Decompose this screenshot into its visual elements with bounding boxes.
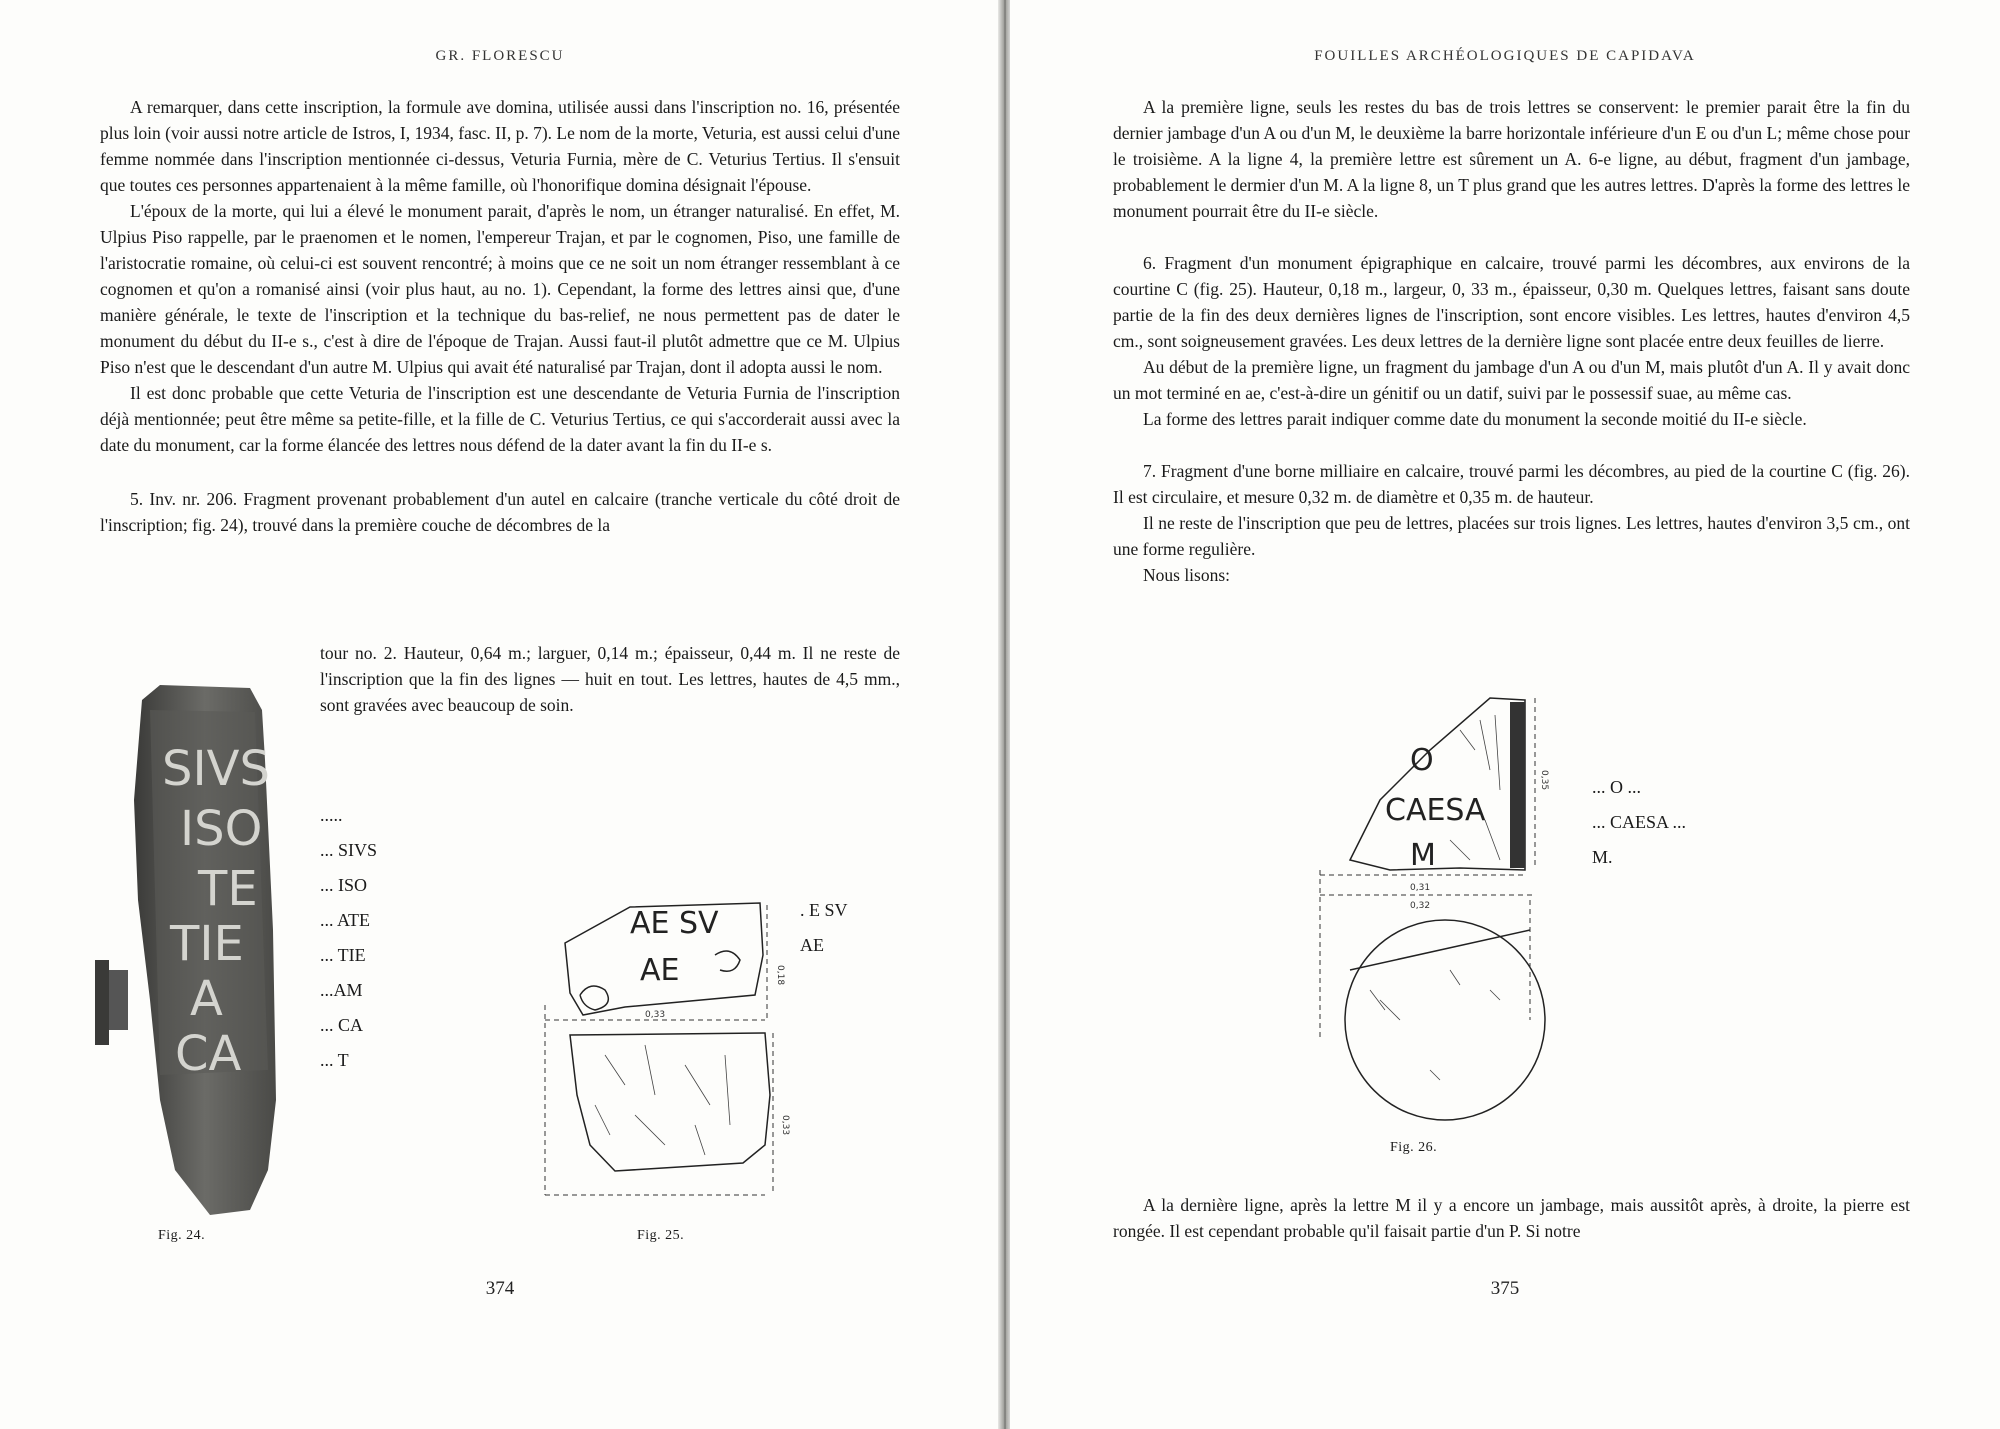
paragraph: Au début de la première ligne, un fragment du jambage d'un A ou d'un M, mais plutôt d'un A. Il y avait donc un mot terminé en ae, c'est-à-dire un génitif ou un datif, suivi par le possessif suae, au même cas. bbox=[1113, 357, 1910, 403]
drawn-letters: AE SV bbox=[630, 906, 719, 941]
right-page bbox=[1010, 0, 2000, 1429]
dimension-label: 0,35 bbox=[1539, 770, 1549, 791]
paragraph: tour no. 2. Hauteur, 0,64 m.; larguer, 0,14 m.; épaisseur, 0,44 m. Il ne reste de l'inscription que la fin des lignes — huit en tout. Les lettres, hautes de 4,5 mm., sont gravées avec beaucoup de soin. bbox=[320, 643, 900, 715]
fig25-drawing bbox=[535, 895, 795, 1215]
fig25-caption: Fig. 25. bbox=[637, 1228, 685, 1243]
dimension-label: 0,33 bbox=[780, 1115, 790, 1136]
paragraph: A remarquer, dans cette inscription, la formule ave domina, utilisée aussi dans l'inscription no. 16, présentée plus loin (voir aussi notre article de Istros, I, 1934, fasc. II, p. 7). Le nom de la morte, Veturia, est aussi celui d'une femme nommée dans l'inscription mentionnée ci-dessus, Veturia Furnia, mère de C. Veturius Tertius. Il s'ensuit que toutes ces personnes appartenaient à la même famille, où l'honorifique domina désignait l'épouse. bbox=[100, 97, 900, 195]
transcription-line: ... SIVS bbox=[320, 840, 378, 860]
stone-letter: CA bbox=[175, 1026, 242, 1082]
drawn-letters: M bbox=[1410, 838, 1436, 873]
paragraph: 5. Inv. nr. 206. Fragment provenant probablement d'un autel en calcaire (tranche verticale du côté droit de l'inscription; fig. 24), trouvé dans la première couche de décombres de la bbox=[100, 489, 900, 535]
stone-letter: TE bbox=[198, 861, 258, 917]
transcription-line: ... ATE bbox=[320, 910, 371, 930]
fig24-stone-photo bbox=[90, 670, 290, 1230]
paragraph: Il ne reste de l'inscription que peu de lettres, placées sur trois lignes. Les lettres, hautes d'environ 3,5 cm., ont une forme regulière. bbox=[1113, 513, 1910, 559]
paragraph: Il est donc probable que cette Veturia de l'inscription est une descendante de Veturia Furnia de l'inscription déjà mentionnée; peut être même sa petite-fille, et la fille de C. Veturius Tertius, ce qui s'accorderait aussi avec la date du monument, car la forme élancée des lettres nous défend de la dater avant la fin du II-e s. bbox=[100, 383, 900, 455]
transcription-line: ... O ... bbox=[1592, 777, 1641, 797]
transcription-line: ... CAESA ... bbox=[1592, 812, 1687, 832]
transcription-line: ...AM bbox=[320, 980, 363, 1000]
paragraph: L'époux de la morte, qui lui a élevé le monument parait, d'après le nom, un étranger naturalisé. En effet, M. Ulpius Piso rappelle, par le praenomen et le nomen, l'empereur Trajan, et par le cognomen, Piso, une famille de l'aristocratie romaine, où celui-ci est souvent rencontré; à moins que ce ne soit un nom étranger ressemblant à ce cognomen et qu'on a romanisé ainsi (voir plus haut, au no. 1). Cependant, la forme des lettres ainsi que, d'une manière générale, le texte de l'inscription et la technique du bas-relief, ne nous permettent pas de dater le monument du début du II-e s., c'est à dire de l'époque de Trajan. Aussi faut-il plutôt admettre que ce M. Ulpius Piso n'est que le descendant d'un autre M. Ulpius qui avait été naturalisé par Trajan, dont il adopta aussi le nom. bbox=[100, 201, 900, 377]
dimension-label: 0,32 bbox=[1410, 901, 1431, 911]
right-text-block bbox=[1113, 94, 1910, 588]
running-head-right: FOUILLES ARCHÉOLOGIQUES DE CAPIDAVA bbox=[1314, 48, 1696, 64]
paragraph: La forme des lettres parait indiquer comme date du monument la seconde moitié du II-e siècle. bbox=[1143, 409, 1807, 429]
left-text-continued bbox=[320, 640, 900, 718]
fig26-caption: Fig. 26. bbox=[1390, 1140, 1438, 1155]
transcription-line: ..... bbox=[320, 805, 343, 825]
drawn-letters: AE bbox=[640, 953, 680, 988]
transcription-line: AE bbox=[800, 935, 824, 955]
paragraph: A la dernière ligne, après la lettre M il y a encore un jambage, mais aussitôt après, à droite, la pierre est rongée. Il est cependant probable qu'il faisait partie d'un P. Si notre bbox=[1113, 1195, 1910, 1241]
page-number-right: 375 bbox=[1490, 1278, 1520, 1299]
fig26-drawing bbox=[1310, 690, 1570, 1140]
transcription-line: . E SV bbox=[800, 900, 848, 920]
drawn-letters: CAESA bbox=[1385, 793, 1486, 828]
page-number-left: 374 bbox=[485, 1278, 515, 1299]
paragraph: 6. Fragment d'un monument épigraphique en calcaire, trouvé parmi les décombres, aux environs de la courtine C (fig. 25). Hauteur, 0,18 m., largeur, 0, 33 m., épaisseur, 0,30 m. Quelques lettres, faisant sans doute partie de la fin des deux dernières lignes de l'inscription, sont encore visibles. Les lettres, hautes d'environ 4,5 cm., sont soigneusement gravées. Les deux lettres de la dernière ligne sont placée entre deux feuilles de lierre. bbox=[1113, 253, 1910, 351]
dimension-label: 0,18 bbox=[775, 965, 785, 986]
transcription-line: ... TIE bbox=[320, 945, 366, 965]
right-text-bottom bbox=[1113, 1192, 1910, 1244]
transcription-line: ... ISO bbox=[320, 875, 368, 895]
transcription-line: M. bbox=[1592, 847, 1613, 867]
fig26-transcription bbox=[1592, 770, 1686, 875]
stone-letter: A bbox=[190, 971, 223, 1027]
transcription-line: ... CA bbox=[320, 1015, 364, 1035]
drawn-letters: O bbox=[1410, 743, 1434, 778]
paragraph: 7. Fragment d'une borne milliaire en calcaire, trouvé parmi les décombres, au pied de la courtine C (fig. 26). Il est circulaire, et mesure 0,32 m. de diamètre et 0,35 m. de hauteur. bbox=[1113, 461, 1910, 507]
dimension-label: 0,31 bbox=[1410, 883, 1431, 893]
stone-letter: SIVS bbox=[162, 741, 270, 797]
fig24-transcription bbox=[320, 798, 377, 1078]
stone-letter: TIE bbox=[170, 916, 244, 972]
stone-letter: ISO bbox=[180, 801, 263, 857]
paragraph: A la première ligne, seuls les restes du bas de trois lettres se conservent: le premier parait être la fin du dernier jambage d'un A ou d'un M, le deuxième la barre horizontale inférieure d'un E ou d'un L; même chose pour le troisième. A la ligne 4, la première lettre est sûrement un A. 6-e ligne, au début, fragment d'un jambage, probablement le dermier d'un M. A la ligne 8, un T plus grand que les autres lettres. D'après la forme des lettres le monument pourrait être du II-e siècle. bbox=[1113, 97, 1910, 221]
fig25-transcription bbox=[800, 893, 848, 963]
transcription-line: ... T bbox=[320, 1050, 349, 1070]
fig24-caption: Fig. 24. bbox=[158, 1228, 206, 1243]
running-head-left: GR. FLORESCU bbox=[435, 48, 565, 64]
left-text-block bbox=[100, 94, 900, 538]
dimension-label: 0,33 bbox=[645, 1010, 666, 1020]
paragraph: Nous lisons: bbox=[1143, 565, 1231, 585]
